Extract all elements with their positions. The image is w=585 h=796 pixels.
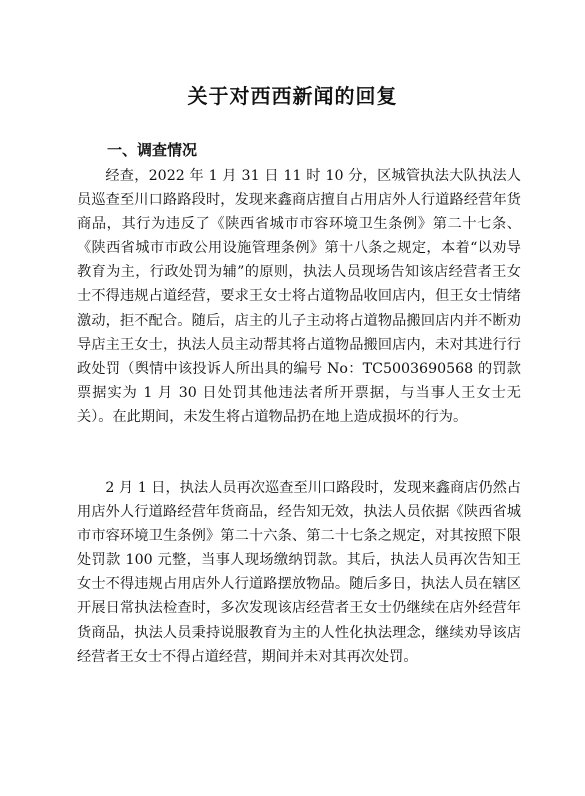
paragraph-1: 经查，2022 年 1 月 31 日 11 时 10 分，区城管执法大队执法人员巡查至川口路路段时，发现来鑫商店擅自占用店外人行道路经营年货商品，其行为违反了《陕西省城市市容环境卫生条例》第二十七条、《陕西省城市市政公用设施管理条例》第十八条之规定，本着“以劝导教育为主，行政处罚为辅”的原则，执法人员现场告知该店经营者王女士不得违规占道经营，要求王女士将占道物品收回店内，但王女士情绪激动，拒不配合。随后，店主的儿子主动将占道物品搬回店内并不断劝导店主王女士，执法人员主动帮其将占道物品搬回店内，未对其进行行政处罚（舆情中该投诉人所出具的编号 No：TC5003690568 的罚款票据实为 1 月 30 日处罚其他违法者所开票据，与当事人王女士无关）。在此期间，未发生将占道物品扔在地上造成损坏的行为。 bbox=[77, 168, 521, 425]
paragraph-2: 2 月 1 日，执法人员再次巡查至川口路段时，发现来鑫商店仍然占用店外人行道路经营年货商品，经告知无效，执法人员依据《陕西省城市市容环境卫生条例》第二十六条、第二十七条之规定，对其按照下限处罚款 100 元整，当事人现场缴纳罚款。其后，执法人员再次告知王女士不得违规占用店外人行道路摆放物品。随后多日，执法人员在辖区开展日常执法检查时，多次发现该店经营者王女士仍继续在店外经营年货商品，执法人员秉持说服教育为主的人性化执法理念，继续劝导该店经营者王女士不得占道经营，期间并未对其再次处罚。 bbox=[77, 480, 521, 665]
document-title: 关于对西西新闻的回复 bbox=[187, 84, 398, 108]
section-heading: 一、调查情况 bbox=[107, 141, 198, 159]
